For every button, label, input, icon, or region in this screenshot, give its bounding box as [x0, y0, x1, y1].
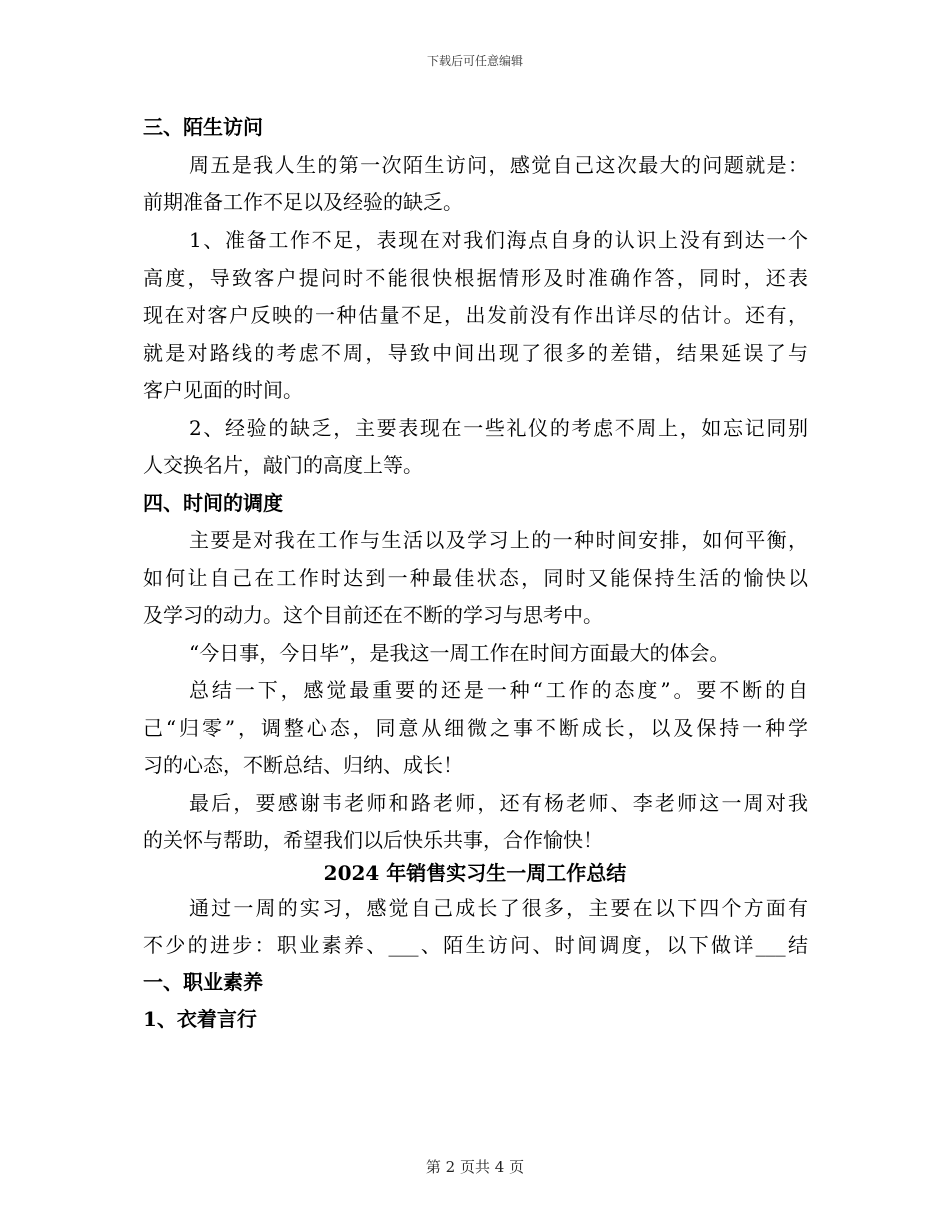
paragraph-line: 最后，要感谢韦老师和路老师，还有杨老师、李老师这一周对我	[189, 791, 808, 815]
paragraph-line: 主要是对我在工作与生活以及学习上的一种时间安排，如何平衡，	[189, 528, 808, 552]
paragraph-line: 1、准备工作不足，表现在对我们海点自身的认识上没有到达一个	[189, 228, 808, 252]
paragraph-line: 2、经验的缺乏，主要表现在一些礼仪的考虑不周上，如忘记同别	[189, 416, 808, 440]
paragraph-line: 及学习的动力。这个目前还在不断的学习与思考中。	[143, 603, 603, 627]
document-title: 2024 年销售实习生一周工作总结	[323, 861, 627, 885]
paragraph-line: 人交换名片，敲门的高度上等。	[143, 453, 423, 477]
subheading-attire-conduct: 1、衣着言行	[143, 1007, 257, 1031]
paragraph-line: 总结一下，感觉最重要的还是一种“工作的态度”。要不断的自	[189, 678, 808, 702]
page-footer: 第 2 页共 4 页	[425, 1158, 525, 1176]
paragraph-line: 高度，导致客户提问时不能很快根据情形及时准确作答，同时，还表	[143, 266, 808, 290]
paragraph-line: 周五是我人生的第一次陌生访问，感觉自己这次最大的问题就是：	[189, 153, 808, 177]
heading-professional-quality: 一、职业素养	[143, 970, 263, 994]
paragraph-line: 客户见面的时间。	[143, 378, 303, 402]
paragraph-line: 己“归零”，调整心态，同意从细微之事不断成长，以及保持一种学	[143, 716, 808, 740]
section-4-heading: 四、时间的调度	[143, 491, 283, 515]
paragraph-line: 如何让自己在工作时达到一种最佳状态，同时又能保持生活的愉快以	[143, 566, 808, 590]
page-header: 下载后可任意编辑	[426, 54, 523, 68]
paragraph-line: 就是对路线的考虑不周，导致中间出现了很多的差错，结果延误了与	[143, 341, 808, 365]
section-3-heading: 三、陌生访问	[143, 115, 263, 139]
paragraph-line: 的关怀与帮助，希望我们以后快乐共事，合作愉快！	[143, 828, 603, 852]
paragraph-line: 不少的进步：职业素养、___、陌生访问、时间调度，以下做详___结	[143, 933, 808, 957]
paragraph-line: 通过一周的实习，感觉自己成长了很多，主要在以下四个方面有	[189, 896, 808, 920]
paragraph-line: 前期准备工作不足以及经验的缺乏。	[143, 190, 463, 214]
paragraph-line: 习的心态，不断总结、归纳、成长！	[143, 753, 463, 777]
paragraph-line: “今日事，今日毕”，是我这一周工作在时间方面最大的体会。	[189, 641, 730, 665]
paragraph-line: 现在对客户反映的一种估量不足，出发前没有作出详尽的估计。还有，	[143, 303, 808, 327]
